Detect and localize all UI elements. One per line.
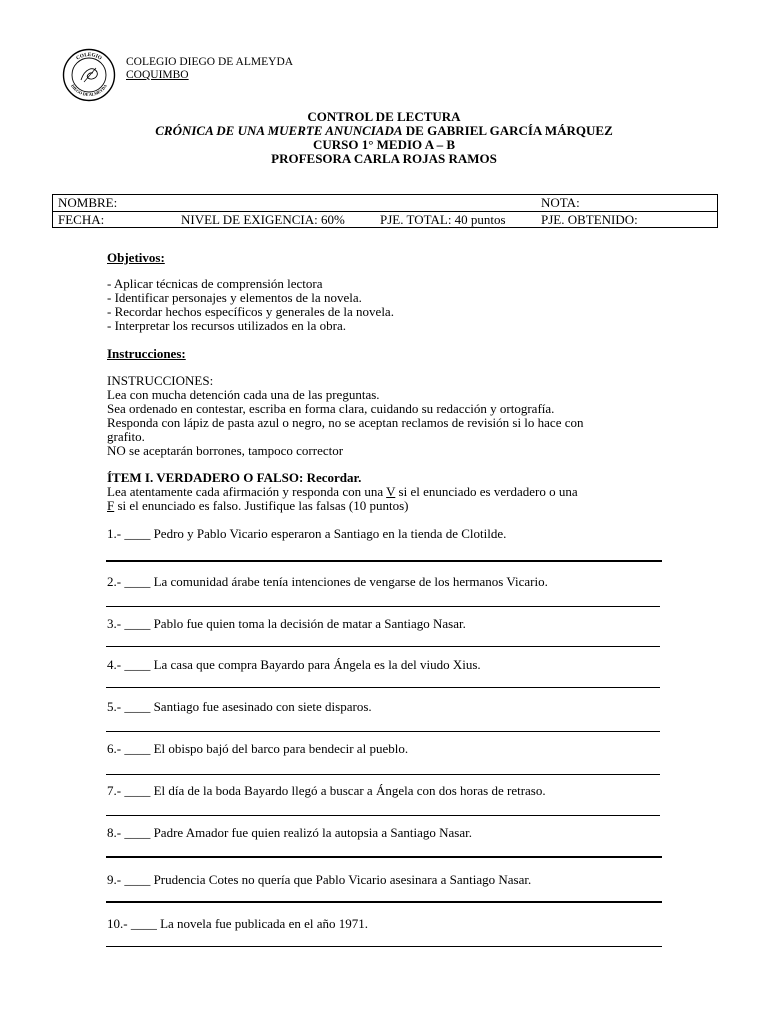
svg-text:COLEGIO: COLEGIO	[75, 51, 103, 62]
instruccion-line: grafito.	[107, 429, 145, 444]
book-author: DE GABRIEL GARCÍA MÁRQUEZ	[402, 123, 613, 138]
answer-line[interactable]	[106, 815, 660, 816]
nombre-label: NOMBRE:	[58, 195, 118, 210]
answer-line[interactable]	[106, 646, 660, 647]
question-2: 2.- ____ La comunidad árabe tenía intenciones de vengarse de los hermanos Vicario.	[107, 574, 548, 589]
instrucciones-heading: Instrucciones:	[107, 346, 186, 361]
fecha-label: FECHA:	[58, 212, 105, 227]
answer-line[interactable]	[106, 606, 660, 607]
answer-line[interactable]	[106, 774, 660, 775]
answer-line[interactable]	[106, 946, 662, 947]
nota-label: NOTA:	[541, 195, 580, 210]
book-title: CRÓNICA DE UNA MUERTE ANUNCIADA	[155, 123, 403, 138]
item1-instruction-line-2: F si el enunciado es falso. Justifique las falsas (10 puntos)	[107, 498, 409, 513]
question-1: 1.- ____ Pedro y Pablo Vicario esperaron a Santiago en la tienda de Clotilde.	[107, 526, 507, 541]
answer-line[interactable]	[106, 901, 662, 903]
question-5: 5.- ____ Santiago fue asesinado con siete disparos.	[107, 699, 372, 714]
question-6: 6.- ____ El obispo bajó del barco para bendecir al pueblo.	[107, 741, 409, 756]
info-row-2	[53, 212, 717, 228]
answer-line[interactable]	[106, 687, 660, 688]
item1-heading: ÍTEM I. VERDADERO O FALSO: Recordar.	[107, 470, 362, 485]
question-9: 9.- ____ Prudencia Cotes no quería que Pablo Vicario asesinara a Santiago Nasar.	[107, 872, 532, 887]
school-city: COQUIMBO	[126, 69, 189, 81]
document-title-block	[0, 110, 768, 166]
title-line-1: CONTROL DE LECTURA	[307, 109, 461, 124]
objetivos-section	[107, 251, 394, 333]
instruccion-line: Responda con lápiz de pasta azul o negro, no se aceptan reclamos de revisión si lo hace con	[107, 415, 584, 430]
title-line-3: CURSO 1° MEDIO A – B	[312, 137, 456, 152]
instrucciones-section	[107, 347, 584, 458]
question-10: 10.- ____ La novela fue publicada en el año 1971.	[107, 916, 368, 931]
info-row-1	[53, 195, 717, 212]
instruccion-line: INSTRUCCIONES:	[107, 373, 214, 388]
answer-line[interactable]	[106, 560, 662, 562]
title-line-2	[0, 124, 768, 138]
school-seal-logo	[62, 48, 116, 102]
student-info-box	[52, 194, 718, 228]
pje-obtenido-label: PJE. OBTENIDO:	[541, 212, 638, 227]
answer-line[interactable]	[106, 731, 660, 732]
objetivo-item: - Interpretar los recursos utilizados en la obra.	[107, 318, 346, 333]
objetivo-item: - Identificar personajes y elementos de la novela.	[107, 290, 362, 305]
instruccion-line: Lea con mucha detención cada una de las preguntas.	[107, 387, 380, 402]
instruccion-line: Sea ordenado en contestar, escriba en forma clara, cuidando su redacción y ortografía.	[107, 401, 555, 416]
objetivo-item: - Aplicar técnicas de comprensión lectora	[107, 276, 323, 291]
pje-total-label: PJE. TOTAL: 40 puntos	[380, 212, 506, 227]
objetivos-heading: Objetivos:	[107, 250, 165, 265]
question-4: 4.- ____ La casa que compra Bayardo para Ángela es la del viudo Xius.	[107, 657, 481, 672]
answer-line[interactable]	[106, 856, 662, 858]
school-header	[126, 56, 293, 82]
question-7: 7.- ____ El día de la boda Bayardo llegó a buscar a Ángela con dos horas de retraso.	[107, 783, 546, 798]
title-line-4: PROFESORA CARLA ROJAS RAMOS	[271, 151, 497, 166]
svg-text:DIEGO DE ALMEYDA: DIEGO DE ALMEYDA	[70, 83, 108, 98]
objetivo-item: - Recordar hechos específicos y generales de la novela.	[107, 304, 394, 319]
question-3: 3.- ____ Pablo fue quien toma la decisión de matar a Santiago Nasar.	[107, 616, 466, 631]
school-name: COLEGIO DIEGO DE ALMEYDA	[126, 56, 294, 68]
item1-instruction-line-1: Lea atentamente cada afirmación y responda con una V si el enunciado es verdadero o una	[107, 484, 578, 499]
item1-section	[107, 471, 578, 513]
question-8: 8.- ____ Padre Amador fue quien realizó la autopsia a Santiago Nasar.	[107, 825, 472, 840]
exigencia-label: NIVEL DE EXIGENCIA: 60%	[181, 212, 345, 227]
instruccion-line: NO se aceptarán borrones, tampoco corrector	[107, 443, 344, 458]
